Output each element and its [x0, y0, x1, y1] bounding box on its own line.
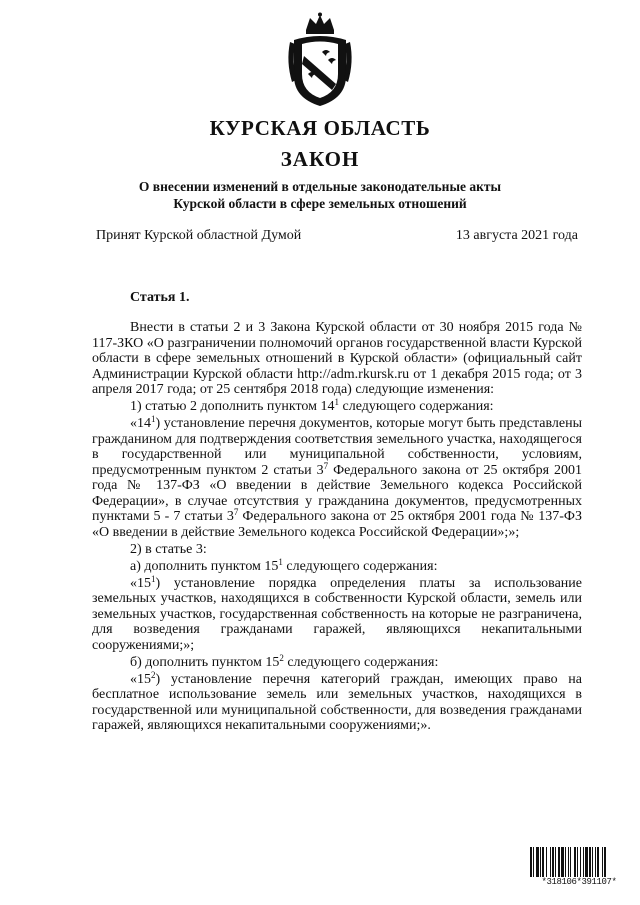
barcode-icon: [530, 847, 628, 877]
adopted-by-text: Принят Курской областной Думой: [96, 228, 302, 243]
document-type-title: ЗАКОН: [280, 147, 360, 171]
clause-15-2: «$15^2$) установление перечня категорий граждан, имеющих право на бесплатное использование земель или земельных участков, находящихся в государственной или муниципальной собственности, для возведения гражданами гаражей, являющихся некапитальными сооружениями;».: [92, 669, 582, 733]
subitem-b: б) дополнить пунктом $15^2$ следующего содержания:: [130, 652, 439, 670]
clause-14-1: «$14^1$) установление перечня документов, которые могут быть представлены гражданином для подтверждения соответствия земельного участка, находящегося в государственной или муниципальной собственности, условиям, предусмотренным пунктом 2 статьи $3^7$ Федерального закона от 25 октября 2001 года № 137-ФЗ «О введении в действие Земельного кодекса Российской Федерации», в случае отсутствия у гражданина документов, предусмотренных пунктами 5 - 7 статьи $3^7$ Федерального закона от 25 октября 2001 года № 137-ФЗ «О введении в действие Земельного кодекса Российской Федерации»;»;: [92, 414, 583, 540]
barcode-number: *318106*391107*: [541, 877, 617, 887]
amendment-item-1: 1) статью 2 дополнить пунктом $14^1$ следующего содержания:: [130, 397, 494, 414]
law-body: [92, 320, 582, 735]
law-subject-line-1: О внесении изменений в отдельные законодательные акты: [138, 179, 502, 194]
adoption-date: 13 августа 2021 года: [455, 228, 578, 243]
intro-paragraph: Внести в статьи 2 и 3 Закона Курской области от 30 ноября 2015 года № 117-ЗКО «О разграничении полномочий органов государственной власти Курской области в сфере земельных отношений в Курской области» (официальный сайт Администрации Курской области http://adm.rkursk.ru от 1 декабря 2015 года; от 3 апреля 2017 года; от 25 сентября 2018 года) следующие изменения:: [92, 320, 582, 397]
region-title: КУРСКАЯ ОБЛАСТЬ: [209, 116, 431, 140]
amendment-item-2: 2) в статье 3:: [130, 541, 207, 557]
law-subject-line-2: Курской области в сфере земельных отношений: [173, 196, 467, 211]
coat-of-arms-icon: [286, 12, 354, 108]
subitem-a: а) дополнить пунктом $15^1$ следующего содержания:: [130, 556, 438, 574]
law-subject: [0, 178, 640, 212]
clause-15-1: «$15^1$) установление порядка определения платы за использование земельных участков, находящихся в собственности Курской области, земель или земельных участков, государственная собственность на которые не разграничена, для возведения гражданами гаражей, являющихся некапитальными сооружениями;»;: [92, 573, 582, 653]
article-title: Статья 1.: [130, 290, 190, 305]
